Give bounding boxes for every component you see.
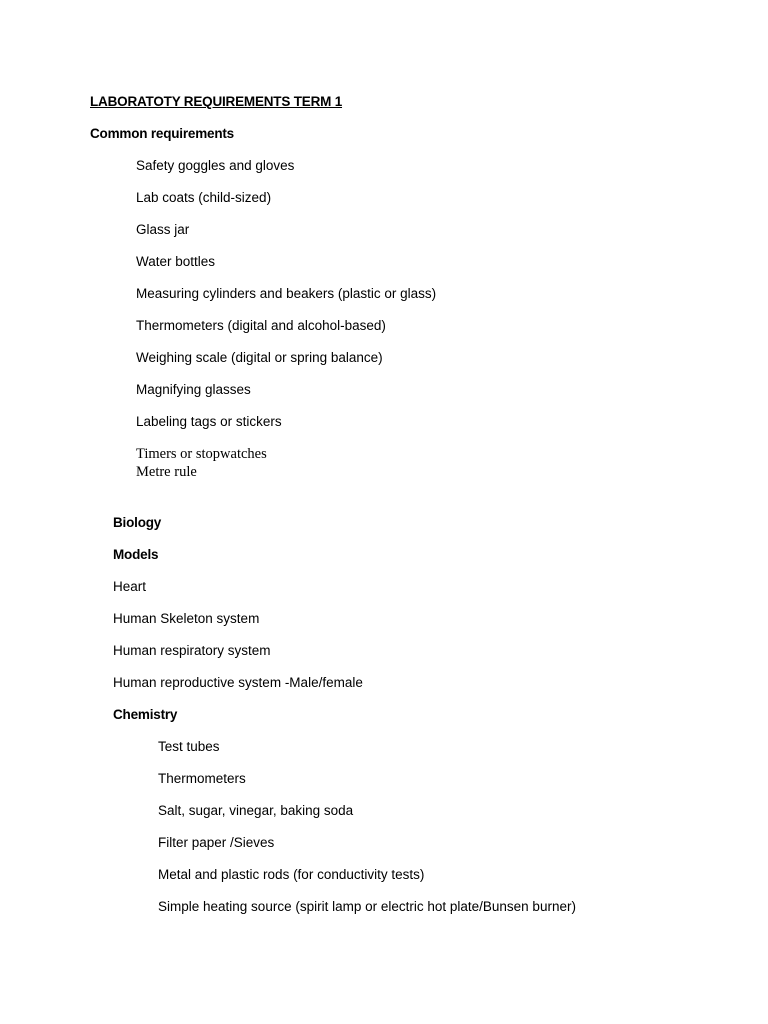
common-item: Timers or stopwatches (136, 446, 267, 462)
common-item: Lab coats (child-sized) (136, 190, 272, 205)
chemistry-item: Thermometers (158, 771, 246, 786)
biology-item: Human Skeleton system (113, 611, 260, 626)
biology-item: Human reproductive system -Male/female (113, 675, 363, 690)
chemistry-item: Test tubes (158, 739, 220, 754)
chemistry-item: Metal and plastic rods (for conductivity tests) (158, 867, 425, 882)
biology-item: Human respiratory system (113, 643, 271, 658)
common-item: Water bottles (136, 254, 216, 269)
common-item: Magnifying glasses (136, 382, 251, 397)
biology-heading: Biology (113, 515, 162, 530)
document-title: LABORATOTY REQUIREMENTS TERM 1 (90, 94, 343, 109)
chemistry-item: Filter paper /Sieves (158, 835, 275, 850)
common-item: Weighing scale (digital or spring balance) (136, 350, 383, 365)
models-subheading: Models (113, 547, 159, 562)
chemistry-heading: Chemistry (113, 707, 178, 722)
common-item: Safety goggles and gloves (136, 158, 295, 173)
chemistry-item: Salt, sugar, vinegar, baking soda (158, 803, 354, 818)
biology-item: Heart (113, 579, 147, 594)
common-item: Measuring cylinders and beakers (plastic or glass) (136, 286, 437, 301)
common-item: Labeling tags or stickers (136, 414, 282, 429)
common-item: Glass jar (136, 222, 190, 237)
chemistry-item: Simple heating source (spirit lamp or electric hot plate/Bunsen burner) (158, 899, 576, 914)
common-item: Thermometers (digital and alcohol-based) (136, 318, 386, 333)
common-item: Metre rule (136, 464, 197, 480)
common-requirements-heading: Common requirements (90, 126, 234, 141)
